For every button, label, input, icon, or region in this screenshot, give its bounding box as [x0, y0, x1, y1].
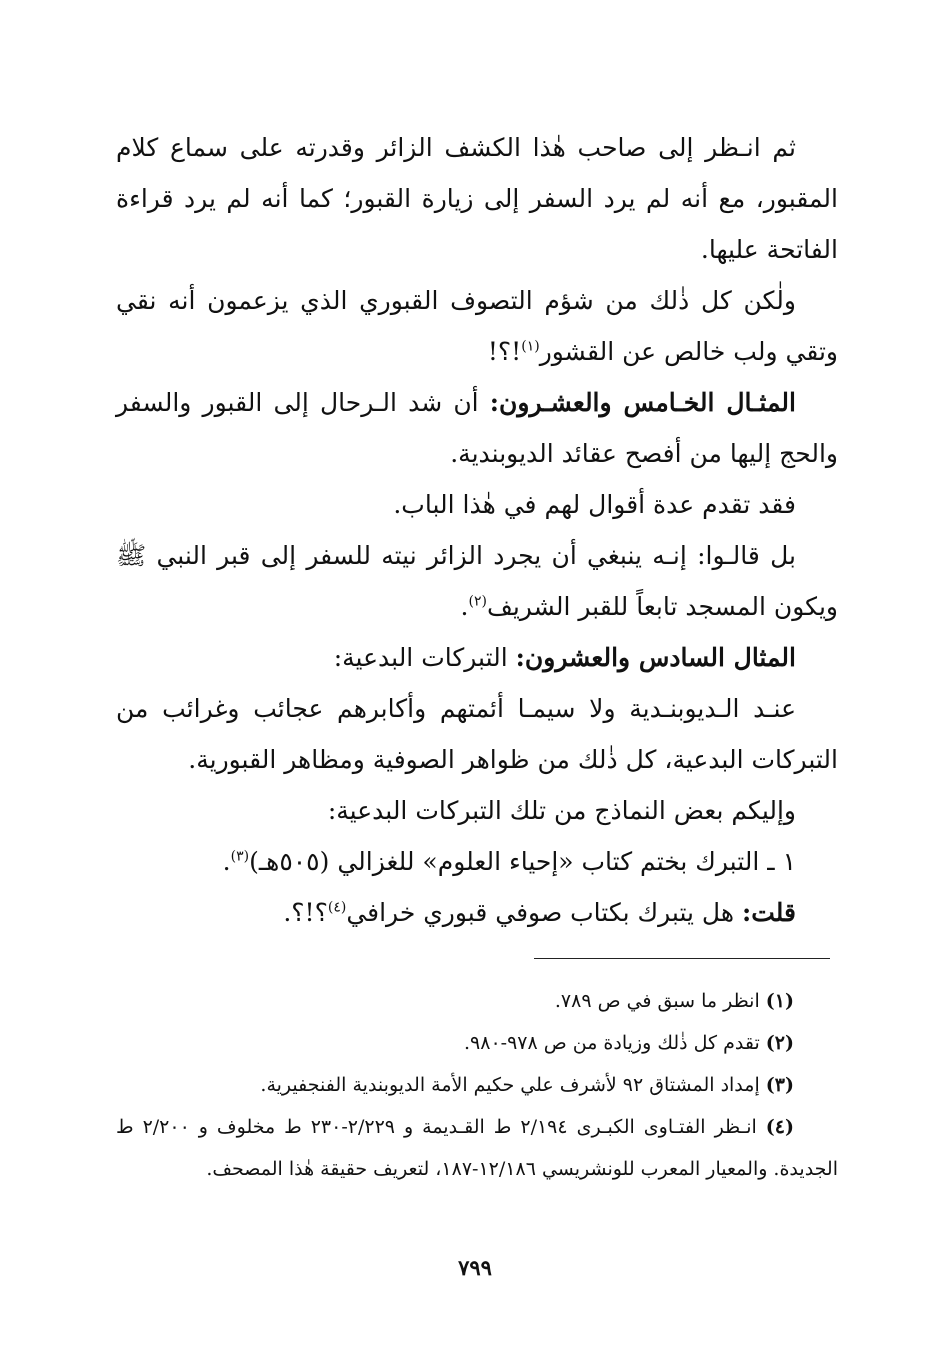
- example-25-text: أن شد الـرحال إلى القبور والسفر والحج إليها من أفصح عقائد الديوبندية.: [116, 388, 838, 468]
- note-text: هل يتبرك بكتاب صوفي قبوري خرافي: [346, 898, 742, 927]
- paragraph-2-end: !؟!: [487, 337, 522, 366]
- paragraph-7: [116, 683, 838, 785]
- paragraph-10: [116, 887, 838, 938]
- footnote-4-text: انـظر الفتـاوى الكبـرى ٢/١٩٤ ط القـديمة و ٢/٢٢٩-٢٣٠ ط مخلوف و ٢/٢٠٠ ط الجديدة. والمعيار المعرب للونشريسي ١٢/١٨٦-١٨٧، لتعريف حقيقة هٰذا المصحف.: [116, 1116, 838, 1180]
- footnote-ref-4[interactable]: (٤): [327, 899, 347, 916]
- footnote-1: [116, 980, 838, 1022]
- footnote-1-number: (١): [765, 990, 794, 1012]
- example-26-text: التبركات البدعية:: [333, 643, 516, 672]
- footnote-2: [116, 1022, 838, 1064]
- footnote-3: [116, 1064, 838, 1106]
- paragraph-1: [116, 122, 838, 275]
- paragraph-6: [116, 632, 838, 683]
- paragraph-7-text: عنـد الـديوبنـدية ولا سيمـا أئمتهم وأكابرهم عجائب وغرائب من التبركات البدعية، كل ذٰلك من ظواهر الصوفية ومظاهر القبورية.: [116, 694, 838, 774]
- note-heading: قلت:: [741, 898, 796, 927]
- page-number: ٧٩٩: [458, 1255, 492, 1280]
- footnote-ref-3[interactable]: (٣): [230, 848, 250, 865]
- example-25-heading: المثـال الخـامس والعشـرون:: [489, 388, 796, 417]
- paragraph-10-end: ؟!؟.: [283, 898, 328, 927]
- paragraph-9: [116, 836, 838, 887]
- paragraph-4: [116, 479, 838, 530]
- paragraph-3: [116, 377, 838, 479]
- paragraph-1-text: ثم انـظر إلى صاحب هٰذا الكشف الزائر وقدرته على سماع كلام المقبور، مع أنه لم يرد السفر إلى زيارة القبور؛ كما أنه لم يرد قراءة الفاتحة عليها.: [116, 133, 838, 264]
- footnotes: [116, 980, 838, 1190]
- paragraph-5-end: .: [460, 592, 469, 621]
- paragraph-5-text: بل قالـوا: إنـه ينبغي أن يجرد الزائر نيته للسفر إلى قبر النبي ﷺ ويكون المسجد تابعاً للقبر الشريف: [116, 541, 838, 621]
- footnote-4-number: (٤): [765, 1116, 794, 1138]
- footnote-3-text: إمداد المشتاق ٩٢ لأشرف علي حكيم الأمة الديوبندية الفنجفيرية.: [260, 1074, 766, 1096]
- footnote-ref-2[interactable]: (٢): [468, 593, 487, 610]
- footnote-2-text: تقدم كل ذٰلك وزيادة من ص ٩٧٨-٩٨٠.: [463, 1032, 766, 1054]
- paragraph-2-text: ولٰكن كل ذٰلك من شؤم التصوف القبوري الذي يزعمون أنه نقي وتقي ولب خالص عن القشور: [116, 286, 838, 366]
- footnote-2-number: (٢): [765, 1032, 794, 1054]
- paragraph-9-text: ١ ـ التبرك بختم كتاب «إحياء العلوم» للغزالي (٥٠٥هـ): [249, 847, 796, 876]
- paragraph-2: [116, 275, 838, 377]
- footnote-1-text: انظر ما سبق في ص ٧٨٩.: [554, 990, 766, 1012]
- main-text: [116, 122, 838, 938]
- footnote-3-number: (٣): [765, 1074, 794, 1096]
- footnote-4: [116, 1106, 838, 1190]
- paragraph-4-text: فقد تقدم عدة أقوال لهم في هٰذا الباب.: [393, 490, 796, 519]
- footnote-divider: [534, 958, 830, 959]
- paragraph-5: [116, 530, 838, 632]
- paragraph-8-text: وإليكم بعض النماذج من تلك التبركات البدعية:: [327, 796, 796, 825]
- paragraph-9-end: .: [222, 847, 231, 876]
- paragraph-8: [116, 785, 838, 836]
- footnote-ref-1[interactable]: (١): [521, 338, 540, 355]
- example-26-heading: المثال السادس والعشرون:: [515, 643, 796, 672]
